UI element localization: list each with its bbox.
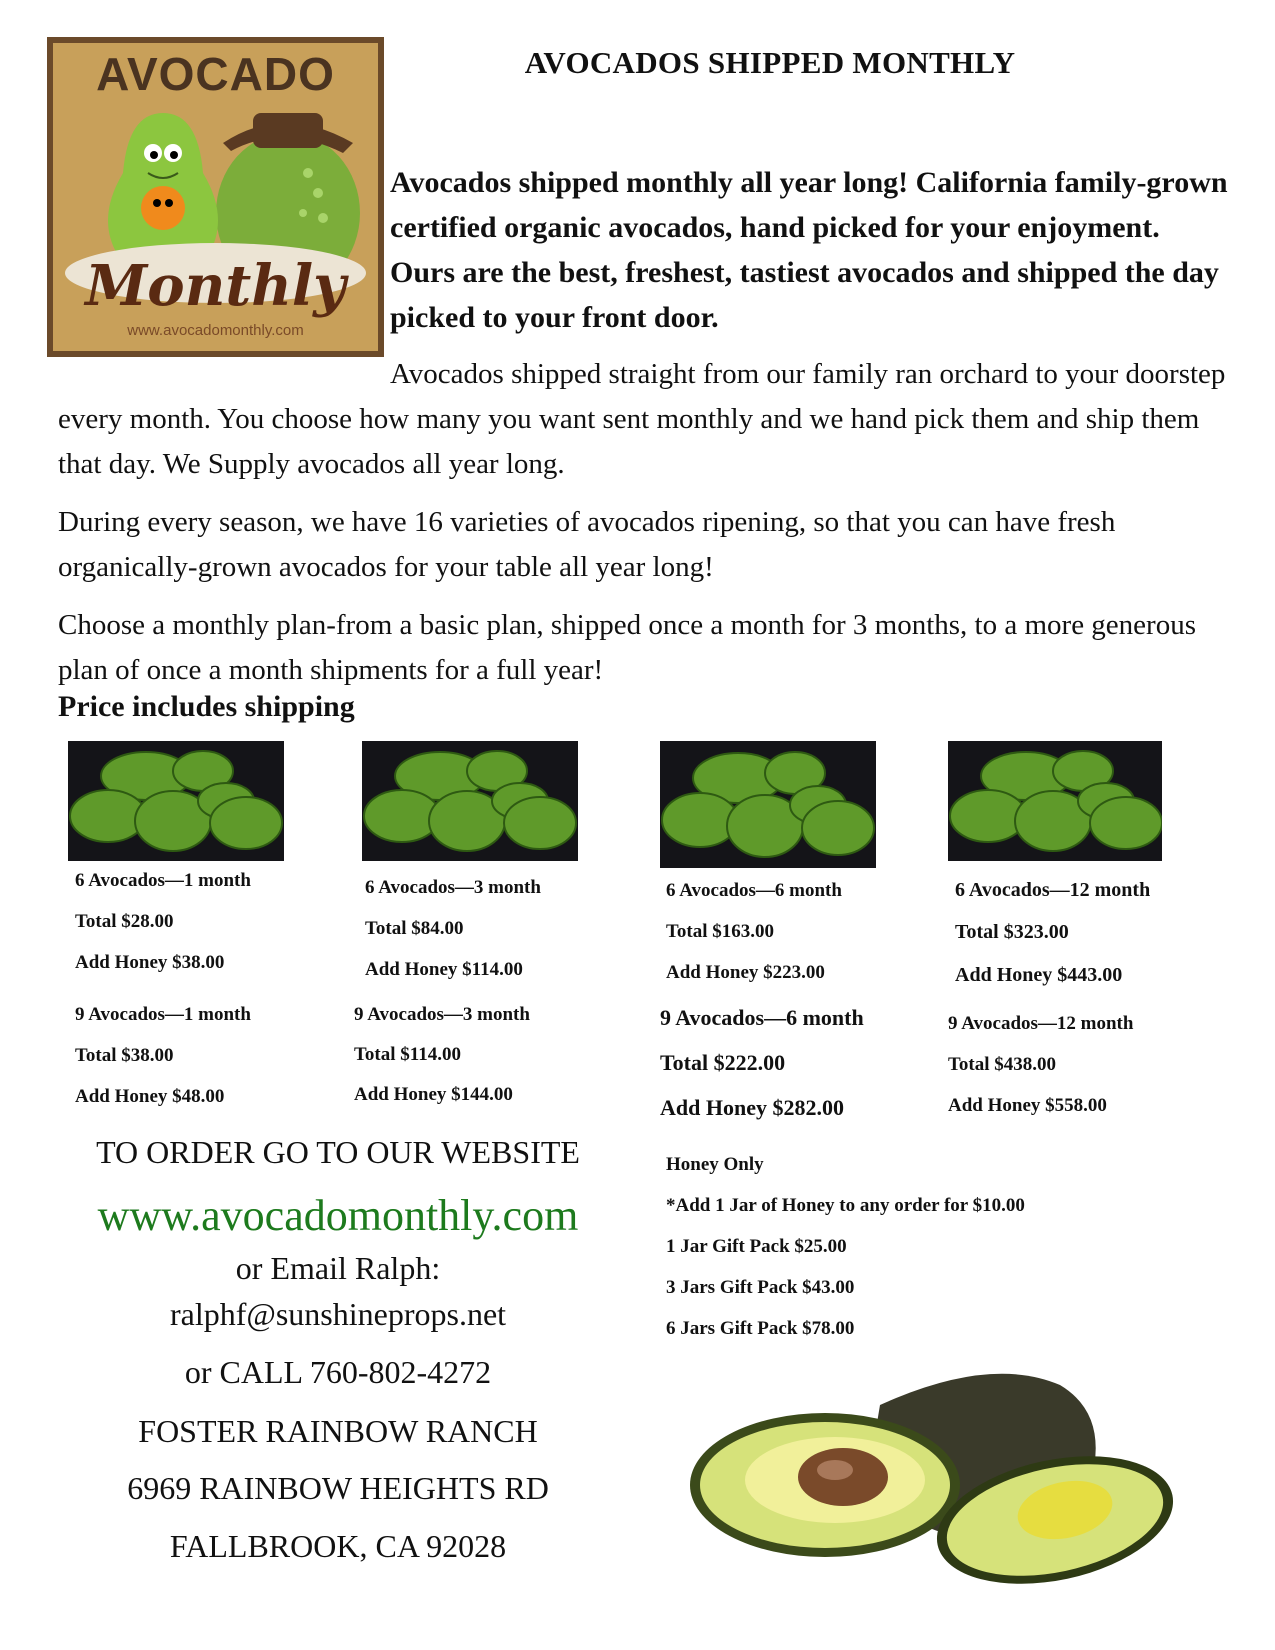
plan-honey: Add Honey $282.00 [660, 1095, 844, 1120]
plan-name: 6 Avocados—3 month [365, 877, 541, 898]
plan-honey: Add Honey $443.00 [955, 964, 1123, 986]
avocado-monthly-logo [47, 37, 384, 357]
email-address[interactable]: ralphf@sunshineprops.net [169, 1296, 507, 1332]
plan-total: Total $28.00 [75, 911, 174, 932]
website-link[interactable]: www.avocadomonthly.com [97, 1191, 579, 1240]
phone-number[interactable]: or CALL 760-802-4272 [184, 1354, 492, 1390]
honey-item: 1 Jar Gift Pack $25.00 [666, 1236, 847, 1257]
plan-total: Total $84.00 [365, 918, 464, 939]
plan-honey: Add Honey $38.00 [75, 952, 225, 973]
plan-honey: Add Honey $114.00 [365, 959, 523, 980]
plan-total: Total $323.00 [955, 921, 1069, 943]
logo-script-text: Monthly [85, 253, 346, 319]
intro-paragraph: Avocados shipped monthly all year long! California family-grown certified organic avocados, hand picked for your enjoyment. Ours are the best, freshest, tastiest avocados and shipped the day picked to your front door. [390, 166, 1228, 334]
plan-honey: Add Honey $48.00 [75, 1086, 225, 1107]
avocado-photo [948, 741, 1162, 861]
orchard-paragraph: Avocados shipped straight from our family ran orchard to your doorstep every month. You choose how many you want sent monthly and we hand pick them and ship them that day. We Supply avocados all year long. [58, 358, 1226, 480]
plans-paragraph: Choose a monthly plan-from a basic plan, shipped once a month for 3 months, to a more generous plan of once a month shipments for a full year! [58, 609, 1196, 686]
honey-item: 3 Jars Gift Pack $43.00 [666, 1277, 855, 1298]
honey-heading: Honey Only [666, 1154, 764, 1175]
street-address: 6969 RAINBOW HEIGHTS RD [127, 1470, 549, 1506]
logo-url: www.avocadomonthly.com [127, 322, 304, 339]
email-label: or Email Ralph: [235, 1250, 441, 1286]
ranch-name: FOSTER RAINBOW RANCH [138, 1413, 538, 1449]
price-note: Price includes shipping [58, 690, 355, 723]
honey-item: *Add 1 Jar of Honey to any order for $10.00 [666, 1195, 1025, 1216]
plan-honey: Add Honey $144.00 [354, 1084, 513, 1105]
plan-honey: Add Honey $558.00 [948, 1095, 1107, 1116]
plan-name: 9 Avocados—12 month [948, 1013, 1134, 1034]
plan-name: 9 Avocados—3 month [354, 1004, 530, 1025]
plan-name: 9 Avocados—6 month [660, 1005, 864, 1030]
halved-avocado-image [690, 1365, 1180, 1590]
plan-total: Total $438.00 [948, 1054, 1057, 1075]
order-heading: TO ORDER GO TO OUR WEBSITE [96, 1134, 580, 1170]
plan-name: 6 Avocados—12 month [955, 879, 1151, 901]
plan-name: 9 Avocados—1 month [75, 1004, 251, 1025]
varieties-paragraph: During every season, we have 16 varieties of avocados ripening, so that you can have fresh organically-grown avocados for your table all year long! [58, 506, 1116, 583]
avocado-photo [68, 741, 284, 861]
avocado-photo [362, 741, 578, 861]
plan-total: Total $222.00 [660, 1050, 786, 1075]
plan-total: Total $38.00 [75, 1045, 174, 1066]
logo-top-text: AVOCADO [96, 48, 335, 100]
avocado-photo [660, 741, 876, 868]
plan-name: 6 Avocados—6 month [666, 880, 842, 901]
plan-total: Total $114.00 [354, 1044, 461, 1065]
city-address: FALLBROOK, CA 92028 [169, 1528, 507, 1564]
page-title: AVOCADOS SHIPPED MONTHLY [524, 45, 1016, 80]
plan-name: 6 Avocados—1 month [75, 870, 251, 891]
plan-total: Total $163.00 [666, 921, 775, 942]
plan-honey: Add Honey $223.00 [666, 962, 825, 983]
honey-item: 6 Jars Gift Pack $78.00 [666, 1318, 855, 1339]
